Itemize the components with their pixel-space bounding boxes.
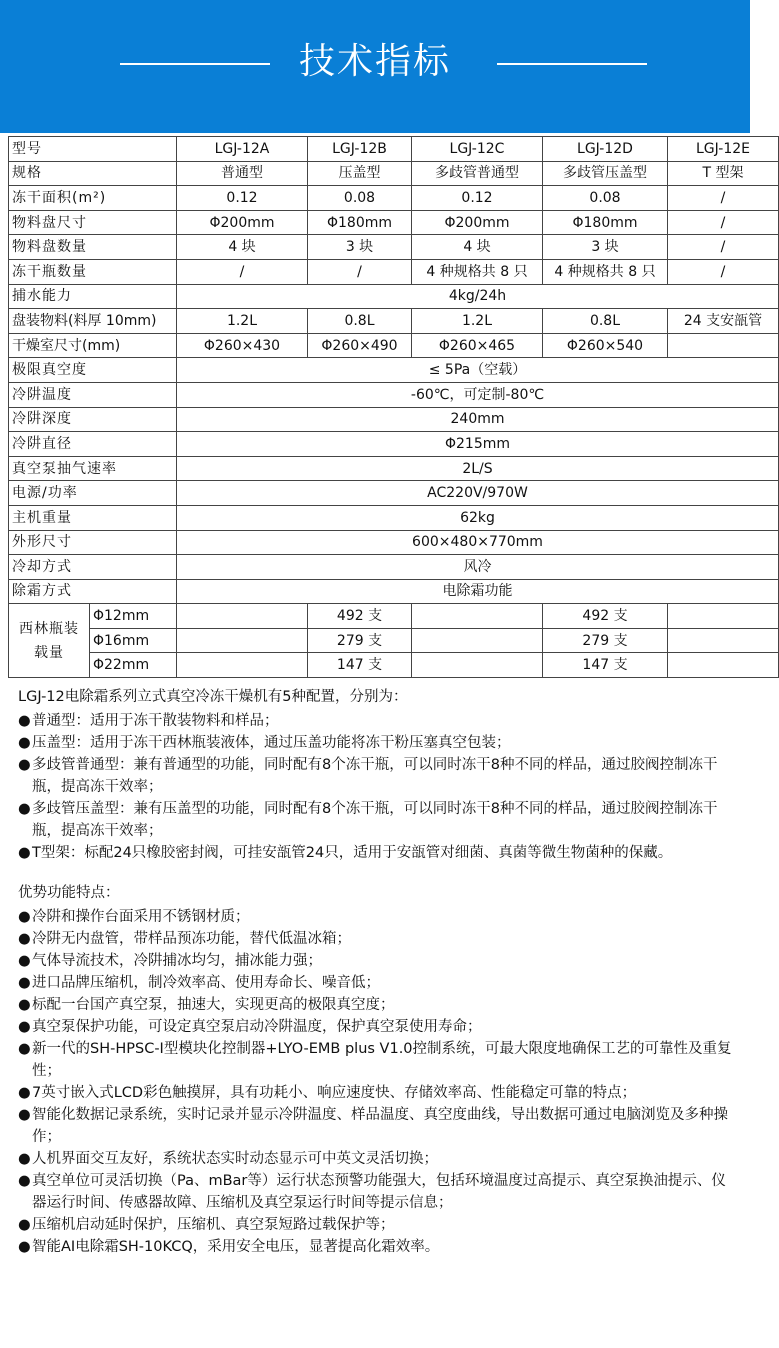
table-cell (177, 604, 308, 629)
table-row (9, 456, 779, 481)
list-item (18, 732, 740, 754)
list-item (18, 950, 740, 972)
table-cell: 3 块 (543, 235, 668, 260)
table-cell: 4 种规格共 8 只 (543, 259, 668, 284)
table-cell: 压盖型 (308, 161, 412, 186)
table-cell: 62kg (177, 505, 779, 530)
bullet-icon: ● (18, 909, 31, 925)
table-row (9, 210, 779, 235)
table-cell: 0.12 (412, 186, 543, 211)
table-cell: / (668, 210, 779, 235)
list-item (18, 994, 740, 1016)
table-row (9, 382, 779, 407)
row-label: 冷阱深度 (9, 407, 177, 432)
row-label: 型号 (9, 137, 177, 162)
table-cell: 147 支 (308, 653, 412, 678)
table-cell (668, 333, 779, 358)
row-label: 真空泵抽气速率 (9, 456, 177, 481)
table-cell: Φ260×430 (177, 333, 308, 358)
list-item-text: 进口品牌压缩机，制冷效率高、使用寿命长、噪音低； (32, 975, 380, 991)
table-cell: 0.12 (177, 186, 308, 211)
list-item-text: 标配一台国产真空泵，抽速大，实现更高的极限真空度； (32, 997, 395, 1013)
table-cell: Φ200mm (177, 210, 308, 235)
table-row (9, 161, 779, 186)
table-cell: 492 支 (543, 604, 668, 629)
table-cell: Φ215mm (177, 432, 779, 457)
row-label: 干燥室尺寸(mm) (9, 333, 177, 358)
bullet-icon: ● (18, 1107, 31, 1123)
bullet-icon: ● (18, 1085, 31, 1101)
table-cell: AC220V/970W (177, 481, 779, 506)
list-item (18, 710, 740, 732)
list-item (18, 842, 740, 864)
list-item-text: 多歧管普通型：兼有普通型的功能，同时配有8个冻干瓶，可以同时冻干8种不同的样品，通过胶阀控制冻干瓶，提高冻干效率； (32, 757, 718, 795)
list-item (18, 1148, 740, 1170)
bullet-icon: ● (18, 931, 31, 947)
table-cell: Φ180mm (543, 210, 668, 235)
model-header-cell: LGJ-12B (308, 137, 412, 162)
description (18, 686, 740, 1258)
list-item-text: T型架：标配24只橡胶密封阀，可挂安瓿管24只，适用于安瓿管对细菌、真菌等微生物菌种的保藏。 (32, 845, 673, 861)
row-label: 冷阱直径 (9, 432, 177, 457)
bullet-icon: ● (18, 1151, 31, 1167)
bullet-icon: ● (18, 953, 31, 969)
list-item (18, 1236, 740, 1258)
table-cell: Φ260×490 (308, 333, 412, 358)
row-label: 盘装物料(料厚 10mm) (9, 309, 177, 334)
row-label: 除霜方式 (9, 579, 177, 604)
row-label: 外形尺寸 (9, 530, 177, 555)
list-item (18, 928, 740, 950)
table-row (9, 530, 779, 555)
table-cell: 4 块 (177, 235, 308, 260)
table-cell: 4kg/24h (177, 284, 779, 309)
title-banner (0, 0, 750, 133)
vial-size-label: Φ16mm (90, 628, 177, 653)
list-item (18, 798, 740, 842)
list-item-text: 真空单位可灵活切换（Pa、mBar等）运行状态预警功能强大，包括环境温度过高提示、真空泵换油提示、仪器运行时间、传感器故障、压缩机及真空泵运行时间等提示信息； (32, 1173, 726, 1211)
list-item-text: 真空泵保护功能，可设定真空泵启动冷阱温度，保护真空泵使用寿命； (32, 1019, 482, 1035)
table-cell: 0.8L (308, 309, 412, 334)
model-header-cell: LGJ-12A (177, 137, 308, 162)
list-item-text: 冷阱和操作台面采用不锈钢材质； (32, 909, 250, 925)
bullet-icon: ● (18, 1217, 31, 1233)
table-cell (668, 604, 779, 629)
list-item-text: 新一代的SH-HPSC-I型模块化控制器+LYO-EMB plus V1.0控制系统，可最大限度地确保工艺的可靠性及重复性； (32, 1041, 732, 1079)
table-cell: 279 支 (308, 628, 412, 653)
table-cell: 3 块 (308, 235, 412, 260)
table-cell: 风冷 (177, 555, 779, 580)
model-header-cell: LGJ-12E (668, 137, 779, 162)
list-item-text: 冷阱无内盘管，带样品预冻功能，替代低温冰箱； (32, 931, 351, 947)
bullet-icon: ● (18, 1173, 31, 1189)
table-row (9, 579, 779, 604)
configs-list (18, 710, 740, 864)
table-cell: 电除霜功能 (177, 579, 779, 604)
table-cell: 多歧管普通型 (412, 161, 543, 186)
table-cell: / (668, 235, 779, 260)
table-cell: 24 支安瓿管 (668, 309, 779, 334)
bullet-icon: ● (18, 713, 31, 729)
list-item-text: 7英寸嵌入式LCD彩色触摸屏，具有功耗小、响应速度快、存储效率高、性能稳定可靠的特点； (32, 1085, 637, 1101)
table-row (9, 628, 779, 653)
vial-size-label: Φ22mm (90, 653, 177, 678)
table-row (9, 186, 779, 211)
vial-size-label: Φ12mm (90, 604, 177, 629)
list-item (18, 1214, 740, 1236)
table-cell (668, 653, 779, 678)
list-item (18, 754, 740, 798)
row-label: 主机重量 (9, 505, 177, 530)
list-item (18, 1104, 740, 1148)
row-label: 冻干面积(m²) (9, 186, 177, 211)
table-cell: Φ260×540 (543, 333, 668, 358)
table-cell: / (308, 259, 412, 284)
bullet-icon: ● (18, 997, 31, 1013)
table-cell: 147 支 (543, 653, 668, 678)
table-cell: Φ200mm (412, 210, 543, 235)
table-row (9, 333, 779, 358)
table-row (9, 432, 779, 457)
table-cell: 多歧管压盖型 (543, 161, 668, 186)
table-cell: 279 支 (543, 628, 668, 653)
banner-divider-right (497, 63, 647, 65)
list-item-text: 普通型：适用于冻干散装物料和样品； (32, 713, 279, 729)
row-label: 捕水能力 (9, 284, 177, 309)
row-label: 规格 (9, 161, 177, 186)
table-row (9, 505, 779, 530)
table-cell: -60℃，可定制-80℃ (177, 382, 779, 407)
features-heading: 优势功能特点： (18, 885, 120, 901)
table-row (9, 604, 779, 629)
table-cell: 600×480×770mm (177, 530, 779, 555)
row-label: 冷阱温度 (9, 382, 177, 407)
page-title: 技术指标 (298, 41, 451, 82)
row-label: 物料盘尺寸 (9, 210, 177, 235)
list-item (18, 1170, 740, 1214)
configs-heading: LGJ-12电除霜系列立式真空冷冻干燥机有5种配置，分别为： (18, 689, 408, 705)
bullet-icon: ● (18, 845, 31, 861)
table-row (9, 309, 779, 334)
table-row (9, 407, 779, 432)
model-header-cell: LGJ-12D (543, 137, 668, 162)
table-row (9, 481, 779, 506)
table-cell: / (177, 259, 308, 284)
list-item-text: 人机界面交互友好，系统状态实时动态显示可中英文灵活切换； (32, 1151, 438, 1167)
list-item-text: 多歧管压盖型：兼有压盖型的功能，同时配有8个冻干瓶，可以同时冻干8种不同的样品，通过胶阀控制冻干瓶，提高冻干效率； (32, 801, 718, 839)
row-label: 电源/功率 (9, 481, 177, 506)
list-item (18, 972, 740, 994)
model-header-cell: LGJ-12C (412, 137, 543, 162)
table-cell: 0.08 (543, 186, 668, 211)
table-cell: 4 种规格共 8 只 (412, 259, 543, 284)
row-label: 冻干瓶数量 (9, 259, 177, 284)
table-cell (177, 628, 308, 653)
table-row (9, 235, 779, 260)
table-row (9, 259, 779, 284)
bullet-icon: ● (18, 801, 31, 817)
table-row (9, 284, 779, 309)
bullet-icon: ● (18, 1019, 31, 1035)
table-cell (412, 653, 543, 678)
list-item-text: 压盖型：适用于冻干西林瓶装液体，通过压盖功能将冻干粉压塞真空包装； (32, 735, 511, 751)
bullet-icon: ● (18, 975, 31, 991)
vial-load-label: 西林瓶装载量 (9, 604, 90, 678)
list-item (18, 906, 740, 928)
table-cell (668, 628, 779, 653)
table-cell (412, 604, 543, 629)
list-item-text: 压缩机启动延时保护，压缩机、真空泵短路过载保护等； (32, 1217, 395, 1233)
table-cell: / (668, 259, 779, 284)
table-cell (412, 628, 543, 653)
table-row (9, 653, 779, 678)
list-item (18, 1082, 740, 1104)
table-cell: Φ180mm (308, 210, 412, 235)
list-item-text: 智能AI电除霜SH-10KCQ，采用安全电压，显著提高化霜效率。 (32, 1239, 440, 1255)
bullet-icon: ● (18, 757, 31, 773)
table-cell (177, 653, 308, 678)
table-row (9, 555, 779, 580)
features-list (18, 906, 740, 1258)
spec-table (8, 136, 779, 678)
table-cell: 492 支 (308, 604, 412, 629)
table-cell: 0.08 (308, 186, 412, 211)
list-item (18, 1038, 740, 1082)
bullet-icon: ● (18, 1041, 31, 1057)
bullet-icon: ● (18, 1239, 31, 1255)
table-cell: 2L/S (177, 456, 779, 481)
table-cell: 1.2L (177, 309, 308, 334)
row-label: 极限真空度 (9, 358, 177, 383)
table-cell: 0.8L (543, 309, 668, 334)
list-item-text: 气体导流技术，冷阱捕冰均匀，捕冰能力强； (32, 953, 322, 969)
table-cell: 240mm (177, 407, 779, 432)
list-item-text: 智能化数据记录系统，实时记录并显示冷阱温度、样品温度、真空度曲线，导出数据可通过电脑浏览及多种操作； (32, 1107, 728, 1145)
table-row (9, 358, 779, 383)
table-cell: 普通型 (177, 161, 308, 186)
table-cell: 4 块 (412, 235, 543, 260)
table-cell: 1.2L (412, 309, 543, 334)
list-item (18, 1016, 740, 1038)
row-label: 物料盘数量 (9, 235, 177, 260)
table-cell: T 型架 (668, 161, 779, 186)
table-header-row (9, 137, 779, 162)
table-cell: ≤ 5Pa（空载） (177, 358, 779, 383)
bullet-icon: ● (18, 735, 31, 751)
table-cell: / (668, 186, 779, 211)
table-cell: Φ260×465 (412, 333, 543, 358)
row-label: 冷却方式 (9, 555, 177, 580)
